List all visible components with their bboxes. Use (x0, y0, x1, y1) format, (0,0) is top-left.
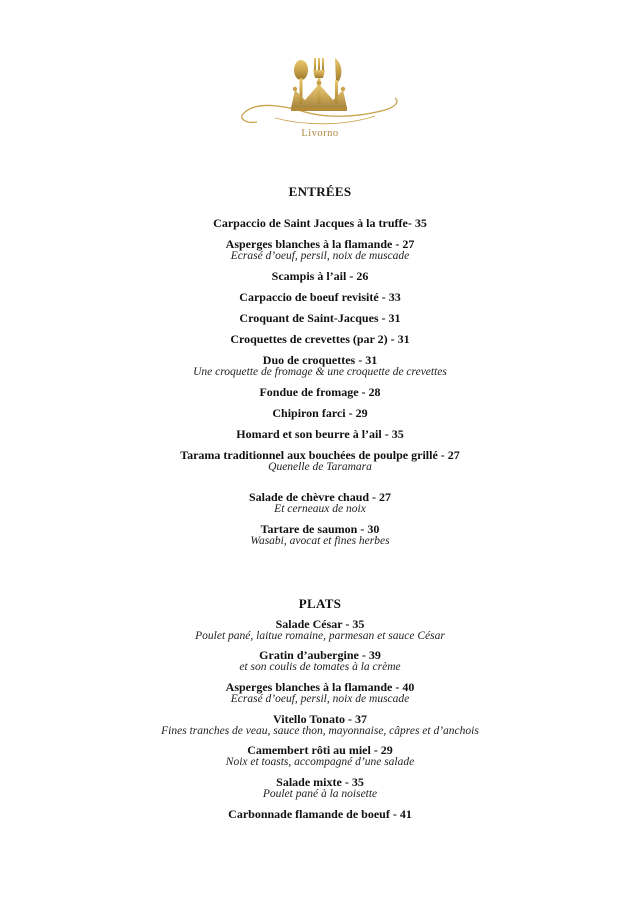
menu-item (0, 291, 640, 304)
item-description: Quenelle de Taramara (268, 461, 372, 473)
item-name: Fondue de fromage - 28 (259, 385, 381, 399)
item-name: Duo de croquettes - 31 (262, 353, 378, 367)
menu-item (0, 354, 640, 378)
item-name: Salade mixte - 35 (276, 775, 364, 789)
menu-item (0, 523, 640, 547)
item-name: Carbonnade flamande de boeuf - 41 (228, 807, 412, 821)
item-description: et son coulis de tomates à la crème (239, 661, 401, 673)
item-name: Tarama traditionnel aux bouchées de poulpe grillé - 27 (180, 448, 460, 462)
item-name: Salade César - 35 (275, 617, 365, 631)
item-name: Salade de chèvre chaud - 27 (248, 490, 392, 504)
item-description: Wasabi, avocat et fines herbes (250, 535, 390, 547)
item-name: Croquant de Saint-Jacques - 31 (239, 311, 401, 325)
item-description: Ecrasé d’oeuf, persil, noix de muscade (230, 693, 410, 705)
menu-item (0, 649, 640, 673)
menu-item (0, 407, 640, 420)
logo-wordmark: Livorno (301, 128, 339, 139)
menu-item (0, 386, 640, 399)
item-description: Poulet pané, laitue romaine, parmesan et sauce César (195, 630, 445, 642)
item-description: Noix et toasts, accompagné d’une salade (225, 756, 415, 768)
item-name: Asperges blanches à la flamande - 27 (225, 237, 415, 251)
item-name: Croquettes de crevettes (par 2) - 31 (230, 332, 410, 346)
menu-item (0, 713, 640, 737)
item-name: Tartare de saumon - 30 (260, 522, 380, 536)
item-description: Fines tranches de veau, sauce thon, mayonnaise, câpres et d’anchois (161, 725, 479, 737)
item-name: Asperges blanches à la flamande - 40 (225, 680, 415, 694)
item-name: Carpaccio de Saint Jacques à la truffe- 35 (213, 216, 427, 230)
item-name: Scampis à l’ail - 26 (271, 269, 369, 283)
item-name: Gratin d’aubergine - 39 (259, 648, 381, 662)
crown-cutlery-icon (235, 52, 405, 132)
item-description: Et cerneaux de noix (274, 503, 366, 515)
menu-item (0, 270, 640, 283)
section-title-entrees: ENTRÉES (288, 184, 352, 199)
item-description: Une croquette de fromage & une croquette de crevettes (193, 366, 447, 378)
item-name: Homard et son beurre à l’ail - 35 (236, 427, 404, 441)
restaurant-logo (0, 52, 640, 147)
menu-item (0, 776, 640, 800)
menu-item (0, 618, 640, 642)
menu-item (0, 744, 640, 768)
menu-item (0, 217, 640, 230)
menu-item (0, 449, 640, 473)
menu-item (0, 491, 640, 515)
item-name: Vitello Tonato - 37 (273, 712, 367, 726)
item-name: Camembert rôti au miel - 29 (247, 743, 393, 757)
menu-item (0, 312, 640, 325)
menu-item (0, 428, 640, 441)
item-description: Poulet pané à la noisette (262, 788, 378, 800)
item-description: Ecrasé d’oeuf, persil, noix de muscade (230, 250, 410, 262)
menu-item (0, 808, 640, 821)
section-title-plats: PLATS (298, 596, 342, 611)
menu-item (0, 681, 640, 705)
menu-item (0, 238, 640, 262)
item-name: Carpaccio de boeuf revisité - 33 (239, 290, 401, 304)
item-name: Chipiron farci - 29 (272, 406, 368, 420)
menu-item (0, 333, 640, 346)
